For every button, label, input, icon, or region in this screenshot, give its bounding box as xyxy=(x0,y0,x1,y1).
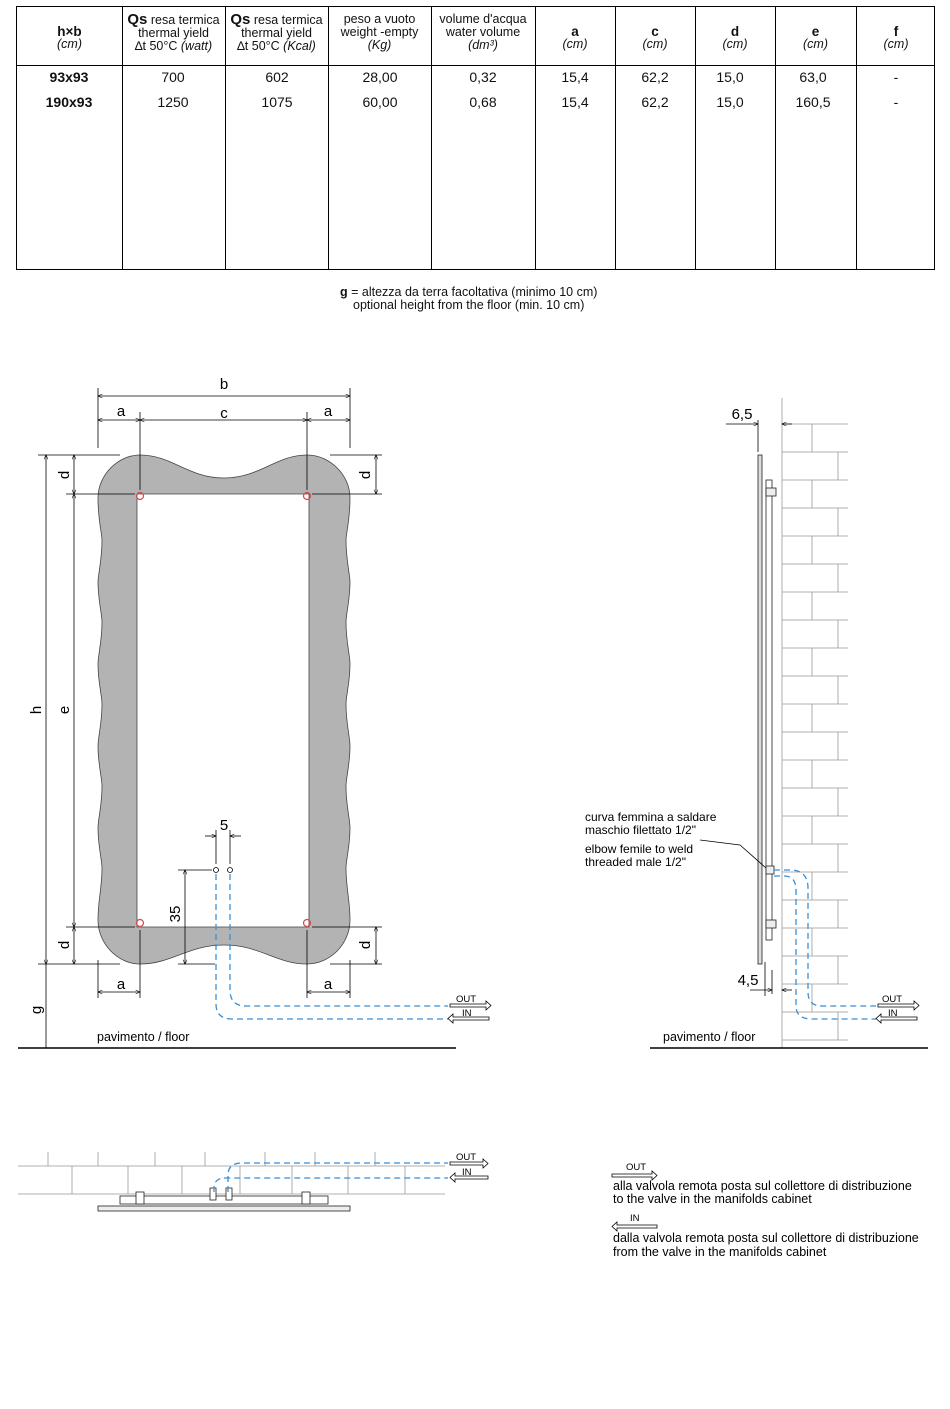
wall-bracket xyxy=(766,920,776,928)
header-key: Qs xyxy=(127,11,148,28)
front-view xyxy=(18,376,491,1048)
callout-line: threaded male 1/2" xyxy=(585,855,686,869)
table-cell: 28,00 xyxy=(362,69,398,85)
table-cell: 1075 xyxy=(261,94,293,110)
plan-bracket xyxy=(302,1192,310,1204)
dim-label-a: a xyxy=(323,403,333,420)
wall-bracket xyxy=(766,488,776,496)
table-cell: 190x93 xyxy=(45,94,93,110)
legend xyxy=(612,1162,919,1259)
header-line3: ∆t 50°C xyxy=(237,39,280,53)
plan-bracket xyxy=(136,1192,144,1204)
bracket-marker xyxy=(137,920,144,927)
header-line1: volume d'acqua xyxy=(439,12,527,26)
dim-label-35: 35 xyxy=(167,905,184,923)
pipe-in xyxy=(214,1178,448,1192)
table-cell: 700 xyxy=(161,69,185,85)
header-line2: thermal yield xyxy=(241,26,312,40)
header-key: Qs xyxy=(230,11,251,28)
header-unit: (cm) xyxy=(803,37,828,51)
plan-bracket xyxy=(210,1188,216,1200)
header-key: d xyxy=(730,24,740,39)
out-label: OUT xyxy=(456,1152,477,1163)
table-cell: 15,0 xyxy=(716,94,744,110)
header-line2: thermal yield xyxy=(138,26,209,40)
callout-line: elbow femile to weld xyxy=(585,842,694,856)
dim-label-c: c xyxy=(220,405,228,422)
dim-label-d: d xyxy=(56,470,73,480)
header-unit: (cm) xyxy=(883,37,909,51)
in-label: IN xyxy=(462,1167,472,1178)
header-unit: (watt) xyxy=(180,39,213,53)
out-label: OUT xyxy=(456,994,477,1005)
pipe-connection xyxy=(228,868,233,873)
note-line2: optional height from the floor (min. 10 cm) xyxy=(353,298,585,312)
dim-label-h: h xyxy=(28,705,45,715)
table-cell: 93x93 xyxy=(49,69,89,85)
table-cell: - xyxy=(893,69,899,85)
table-cell: 62,2 xyxy=(641,69,669,85)
legend-in-label: IN xyxy=(630,1213,640,1224)
out-label: OUT xyxy=(882,994,903,1005)
legend-in-line2: from the valve in the manifolds cabinet xyxy=(613,1245,827,1259)
dim-label-d: d xyxy=(357,940,374,950)
legend-out-line1: alla valvola remota posta sul collettore di distribuzione xyxy=(613,1179,912,1193)
header-unit: (cm) xyxy=(57,37,82,51)
dim-label-d: d xyxy=(56,940,73,950)
dim-label-g: g xyxy=(28,1005,45,1015)
side-view xyxy=(585,398,928,1048)
header-key: a xyxy=(571,24,579,39)
callout-line: curva femmina a saldare xyxy=(585,810,717,824)
header-key: h×b xyxy=(57,24,82,39)
callout-line: maschio filettato 1/2" xyxy=(585,823,696,837)
header-line1: resa termica xyxy=(150,13,220,27)
table-cell: 15,4 xyxy=(561,94,589,110)
dim-label-d: d xyxy=(357,470,374,480)
table-cell: 602 xyxy=(265,69,289,85)
header-line1: resa termica xyxy=(253,13,323,27)
table-cell: 62,2 xyxy=(641,94,669,110)
header-line2: weight -empty xyxy=(340,25,419,39)
pipe-in xyxy=(774,876,876,1019)
pipe-connection xyxy=(214,868,219,873)
legend-out-line2: to the valve in the manifolds cabinet xyxy=(613,1192,812,1206)
header-key: e xyxy=(811,24,820,39)
dim-label-b: b xyxy=(219,376,229,393)
dim-label-a: a xyxy=(116,976,126,993)
dim-label-6-5: 6,5 xyxy=(731,406,753,423)
dim-label-4-5: 4,5 xyxy=(737,972,759,989)
plan-collector xyxy=(120,1196,328,1204)
note-key: g xyxy=(340,285,348,299)
dim-label-e: e xyxy=(56,705,73,715)
plan-view xyxy=(18,1152,488,1211)
table-cell: 15,4 xyxy=(561,69,589,85)
dim-label-a: a xyxy=(323,976,333,993)
header-key: c xyxy=(651,24,659,39)
plan-panel xyxy=(98,1206,350,1211)
plan-bracket xyxy=(226,1188,232,1200)
floor-label: pavimento / floor xyxy=(97,1030,190,1044)
in-label: IN xyxy=(462,1008,472,1019)
legend-in-line1: dalla valvola remota posta sul collettore di distribuzione xyxy=(613,1231,919,1245)
dim-label-a: a xyxy=(116,403,126,420)
header-line3: ∆t 50°C xyxy=(134,39,178,53)
brick-wall xyxy=(782,398,848,1048)
pipe-out xyxy=(774,870,876,1006)
table-cell: 60,00 xyxy=(362,94,398,110)
header-unit: (dm³) xyxy=(468,38,498,52)
elbow-fitting xyxy=(766,866,774,874)
legend-out-label: OUT xyxy=(626,1162,647,1173)
header-unit: (cm) xyxy=(642,37,668,51)
radiator-side-panel xyxy=(758,455,762,964)
radiator-panel xyxy=(98,455,350,964)
header-unit: (cm) xyxy=(562,37,588,51)
table-cell: 1250 xyxy=(157,94,189,110)
table-cell: 160,5 xyxy=(795,94,831,110)
header-key: f xyxy=(893,24,899,39)
table-cell: 0,68 xyxy=(469,94,497,110)
floor-label: pavimento / floor xyxy=(663,1030,756,1044)
table-cell: 15,0 xyxy=(716,69,744,85)
table-cell: 63,0 xyxy=(799,69,827,85)
header-line2: water volume xyxy=(445,25,521,39)
header-unit: (Kg) xyxy=(367,38,392,52)
table-cell: 0,32 xyxy=(469,69,497,85)
header-unit: (cm) xyxy=(722,37,748,51)
dim-label-5: 5 xyxy=(219,817,229,834)
header-line1: peso a vuoto xyxy=(343,12,416,26)
header-unit: (Kcal) xyxy=(283,39,316,53)
note-line1: = altezza da terra facoltativa (minimo 10 cm) xyxy=(351,285,598,299)
in-label: IN xyxy=(888,1008,898,1019)
table-cell: - xyxy=(893,94,899,110)
